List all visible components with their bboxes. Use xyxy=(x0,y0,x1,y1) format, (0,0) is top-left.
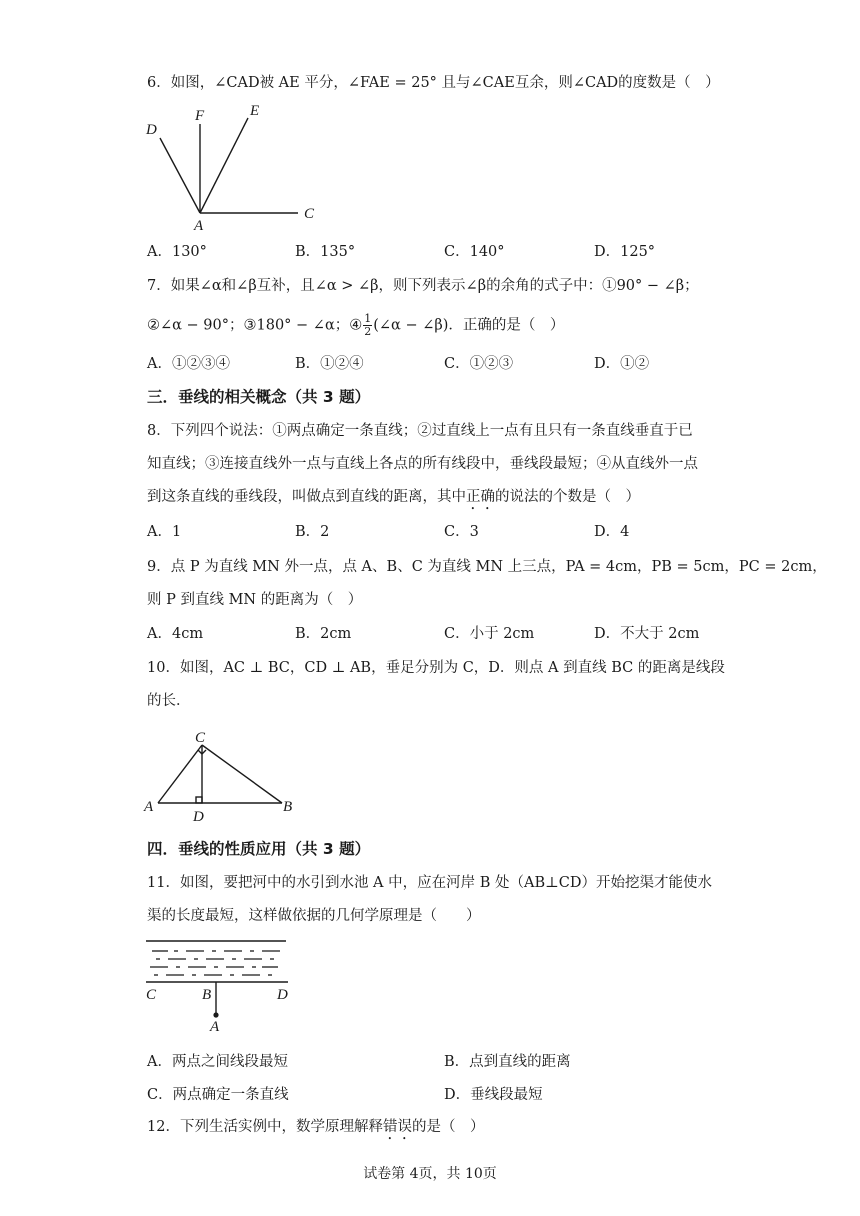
label-C: C xyxy=(195,730,206,746)
q11-option-b[interactable]: B．点到直线的距离 xyxy=(444,1054,571,1070)
q9-option-c[interactable]: C．小于 2cm xyxy=(444,626,535,642)
q7-line2 xyxy=(147,313,564,338)
q12-line1 xyxy=(147,1117,484,1143)
q8-option-c[interactable]: C．3 xyxy=(444,524,479,540)
q9-option-a[interactable]: A．4cm xyxy=(147,626,204,642)
label-A: A xyxy=(144,799,154,815)
q6-option-b[interactable]: B．135° xyxy=(295,244,356,260)
q11-option-a[interactable]: A．两点之间线段最短 xyxy=(147,1054,288,1070)
section-4-heading: 四．垂线的性质应用（共 3 题） xyxy=(147,840,371,858)
q12-emphasis: 错误 xyxy=(382,1119,412,1135)
river-water-dashes xyxy=(150,951,280,975)
q8-line1: 8．下列四个说法：①两点确定一条直线；②过直线上一点有且只有一条直线垂直于已 xyxy=(147,423,693,439)
q6-stem: 6．如图，∠CAD被 AE 平分，∠FAE = 25° 且与∠CAE互余，则∠CAD的度数是（ ） xyxy=(147,75,720,91)
q6-option-c[interactable]: C．140° xyxy=(444,244,505,260)
segment-BC xyxy=(202,745,282,803)
ray-AD xyxy=(160,138,200,213)
q8-emphasis: 正确 xyxy=(466,489,495,505)
q8-line3-b: 的说法的个数是（ ） xyxy=(495,489,640,505)
q7-option-d[interactable]: D．①② xyxy=(594,356,650,372)
right-angle-mark-D xyxy=(196,797,202,803)
q7-option-a[interactable]: A．①②③④ xyxy=(147,356,230,372)
q11-figure xyxy=(140,935,310,1035)
label-C: C xyxy=(146,987,157,1003)
q9-option-b[interactable]: B．2cm xyxy=(295,626,352,642)
q7-fraction xyxy=(363,313,372,338)
ray-AE xyxy=(200,118,248,213)
section-3-heading: 三．垂线的相关概念（共 3 题） xyxy=(147,388,371,406)
q11-line1: 11．如图，要把河中的水引到水池 A 中，应在河岸 B 处（AB⊥CD）开始挖渠才能使水 xyxy=(147,875,712,891)
q6-figure xyxy=(140,100,330,235)
label-D: D xyxy=(193,809,204,825)
q11-option-c[interactable]: C．两点确定一条直线 xyxy=(147,1087,289,1103)
label-D: D xyxy=(277,987,288,1003)
label-C: C xyxy=(304,206,315,222)
q8-line2: 知直线；③连接直线外一点与直线上各点的所有线段中，垂线段最短；④从直线外一点 xyxy=(147,456,698,472)
q12-line1-b: 的是（ ） xyxy=(411,1119,485,1135)
q10-figure xyxy=(140,725,310,825)
fraction-numerator: 1 xyxy=(364,312,372,325)
q10-line2: 的长． xyxy=(147,693,191,709)
q8-line3-a: 到这条直线的垂线段，叫做点到直线的距离，其中 xyxy=(147,489,466,505)
q7-option-b[interactable]: B．①②④ xyxy=(295,356,364,372)
q9-line1: 9．点 P 为直线 MN 外一点，点 A、B、C 为直线 MN 上三点，PA = 4cm，PB = 5cm，PC = 2cm， xyxy=(147,559,827,575)
q12-line1-a: 12．下列生活实例中，数学原理解释 xyxy=(147,1119,383,1135)
fraction-denominator: 2 xyxy=(364,325,372,338)
q7-line1: 7．如果∠α和∠β互补，且∠α > ∠β，则下列表示∠β的余角的式子中：①90° − ∠β； xyxy=(147,278,699,294)
q8-option-d[interactable]: D．4 xyxy=(594,524,630,540)
label-E: E xyxy=(250,103,260,119)
q7-option-c[interactable]: C．①②③ xyxy=(444,356,514,372)
label-D: D xyxy=(146,122,157,138)
pond-point-A xyxy=(213,1012,218,1017)
q8-line3 xyxy=(147,487,640,513)
q6-option-d[interactable]: D．125° xyxy=(594,244,656,260)
q6-option-a[interactable]: A．130° xyxy=(147,244,207,260)
q9-option-d[interactable]: D．不大于 2cm xyxy=(594,626,700,642)
q7-line2-b: (∠α − ∠β)．正确的是（ ） xyxy=(373,317,565,334)
q11-line2: 渠的长度最短，这样做依据的几何学原理是（ ） xyxy=(147,908,481,924)
q10-line1: 10．如图，AC ⊥ BC，CD ⊥ AB，垂足分别为 C，D．则点 A 到直线 BC 的距离是线段 xyxy=(147,660,725,676)
q7-line2-a: ②∠α − 90°；③180° − ∠α；④ xyxy=(147,317,363,334)
segment-AC xyxy=(158,745,202,803)
q9-line2: 则 P 到直线 MN 的距离为（ ） xyxy=(147,592,363,608)
label-B: B xyxy=(283,799,293,815)
label-B: B xyxy=(202,987,212,1003)
label-A: A xyxy=(210,1019,220,1035)
q8-option-b[interactable]: B．2 xyxy=(295,524,330,540)
q8-option-a[interactable]: A．1 xyxy=(147,524,182,540)
page-footer: 试卷第 4页，共 10页 xyxy=(363,1166,497,1182)
label-A: A xyxy=(194,218,204,234)
label-F: F xyxy=(195,108,205,124)
q11-option-d[interactable]: D．垂线段最短 xyxy=(444,1087,543,1103)
